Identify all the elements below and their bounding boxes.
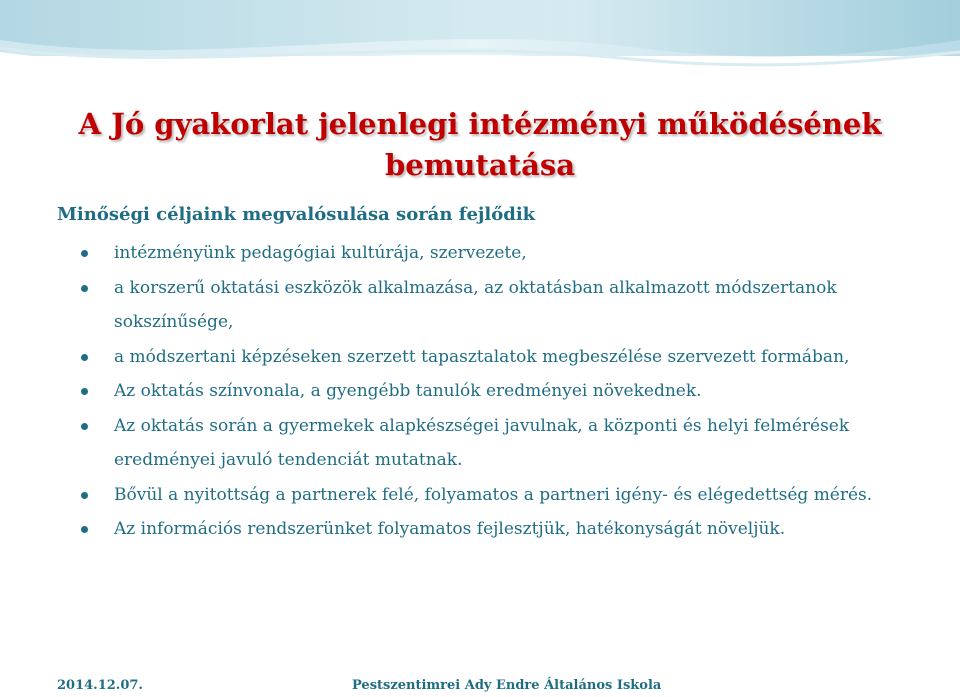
bullet-item [0,478,960,513]
bullet-text: Az oktatás során a gyermekek alapkészségei javulnak, a központi és helyi felmérések eredményei javuló tendenciát mutatnak. [114,415,850,470]
bullet-text: a korszerű oktatási eszközök alkalmazása, az oktatásban alkalmazott módszertanok sokszínűsége, [114,277,837,332]
bullet-dot-icon [81,250,88,257]
footer-date: 2014.12.07. [57,678,143,693]
bullet-dot-icon [81,388,88,395]
bullet-list [0,236,960,547]
bullet-item [0,512,960,547]
bullet-text: Bővül a nyitottság a partnerek felé, folyamatos a partneri igény- és elégedettség mérés. [114,484,873,505]
bullet-item [0,374,960,409]
bullet-item [0,409,960,478]
slide-title [40,104,920,186]
bullet-item [0,271,960,340]
bullet-item [0,236,960,271]
bullet-text: a módszertani képzéseken szerzett tapasztalatok megbeszélése szervezett formában, [114,346,850,367]
bullet-text: intézményünk pedagógiai kultúrája, szervezete, [114,243,527,263]
bullet-item [0,340,960,375]
bullet-dot-icon [81,492,88,499]
bullet-dot-icon [81,285,88,292]
footer-school-name: Pestszentimrei Ady Endre Általános Iskola [352,678,662,693]
wave-decoration [0,0,960,78]
slide-subtitle: Minőségi céljaink megvalósulása során fejlődik [57,204,536,225]
bullet-text: Az oktatás színvonala, a gyengébb tanulók eredményei növekednek. [114,381,702,401]
slide-title-line-2: bemutatása [385,148,575,182]
bullet-dot-icon [81,423,88,430]
bullet-dot-icon [81,526,88,533]
bullet-text: Az információs rendszerünket folyamatos fejlesztjük, hatékonyságát növeljük. [114,519,786,539]
slide-title-line-1: A Jó gyakorlat jelenlegi intézményi működésének [78,107,882,141]
bullet-dot-icon [81,354,88,361]
header-decoration [0,0,960,78]
